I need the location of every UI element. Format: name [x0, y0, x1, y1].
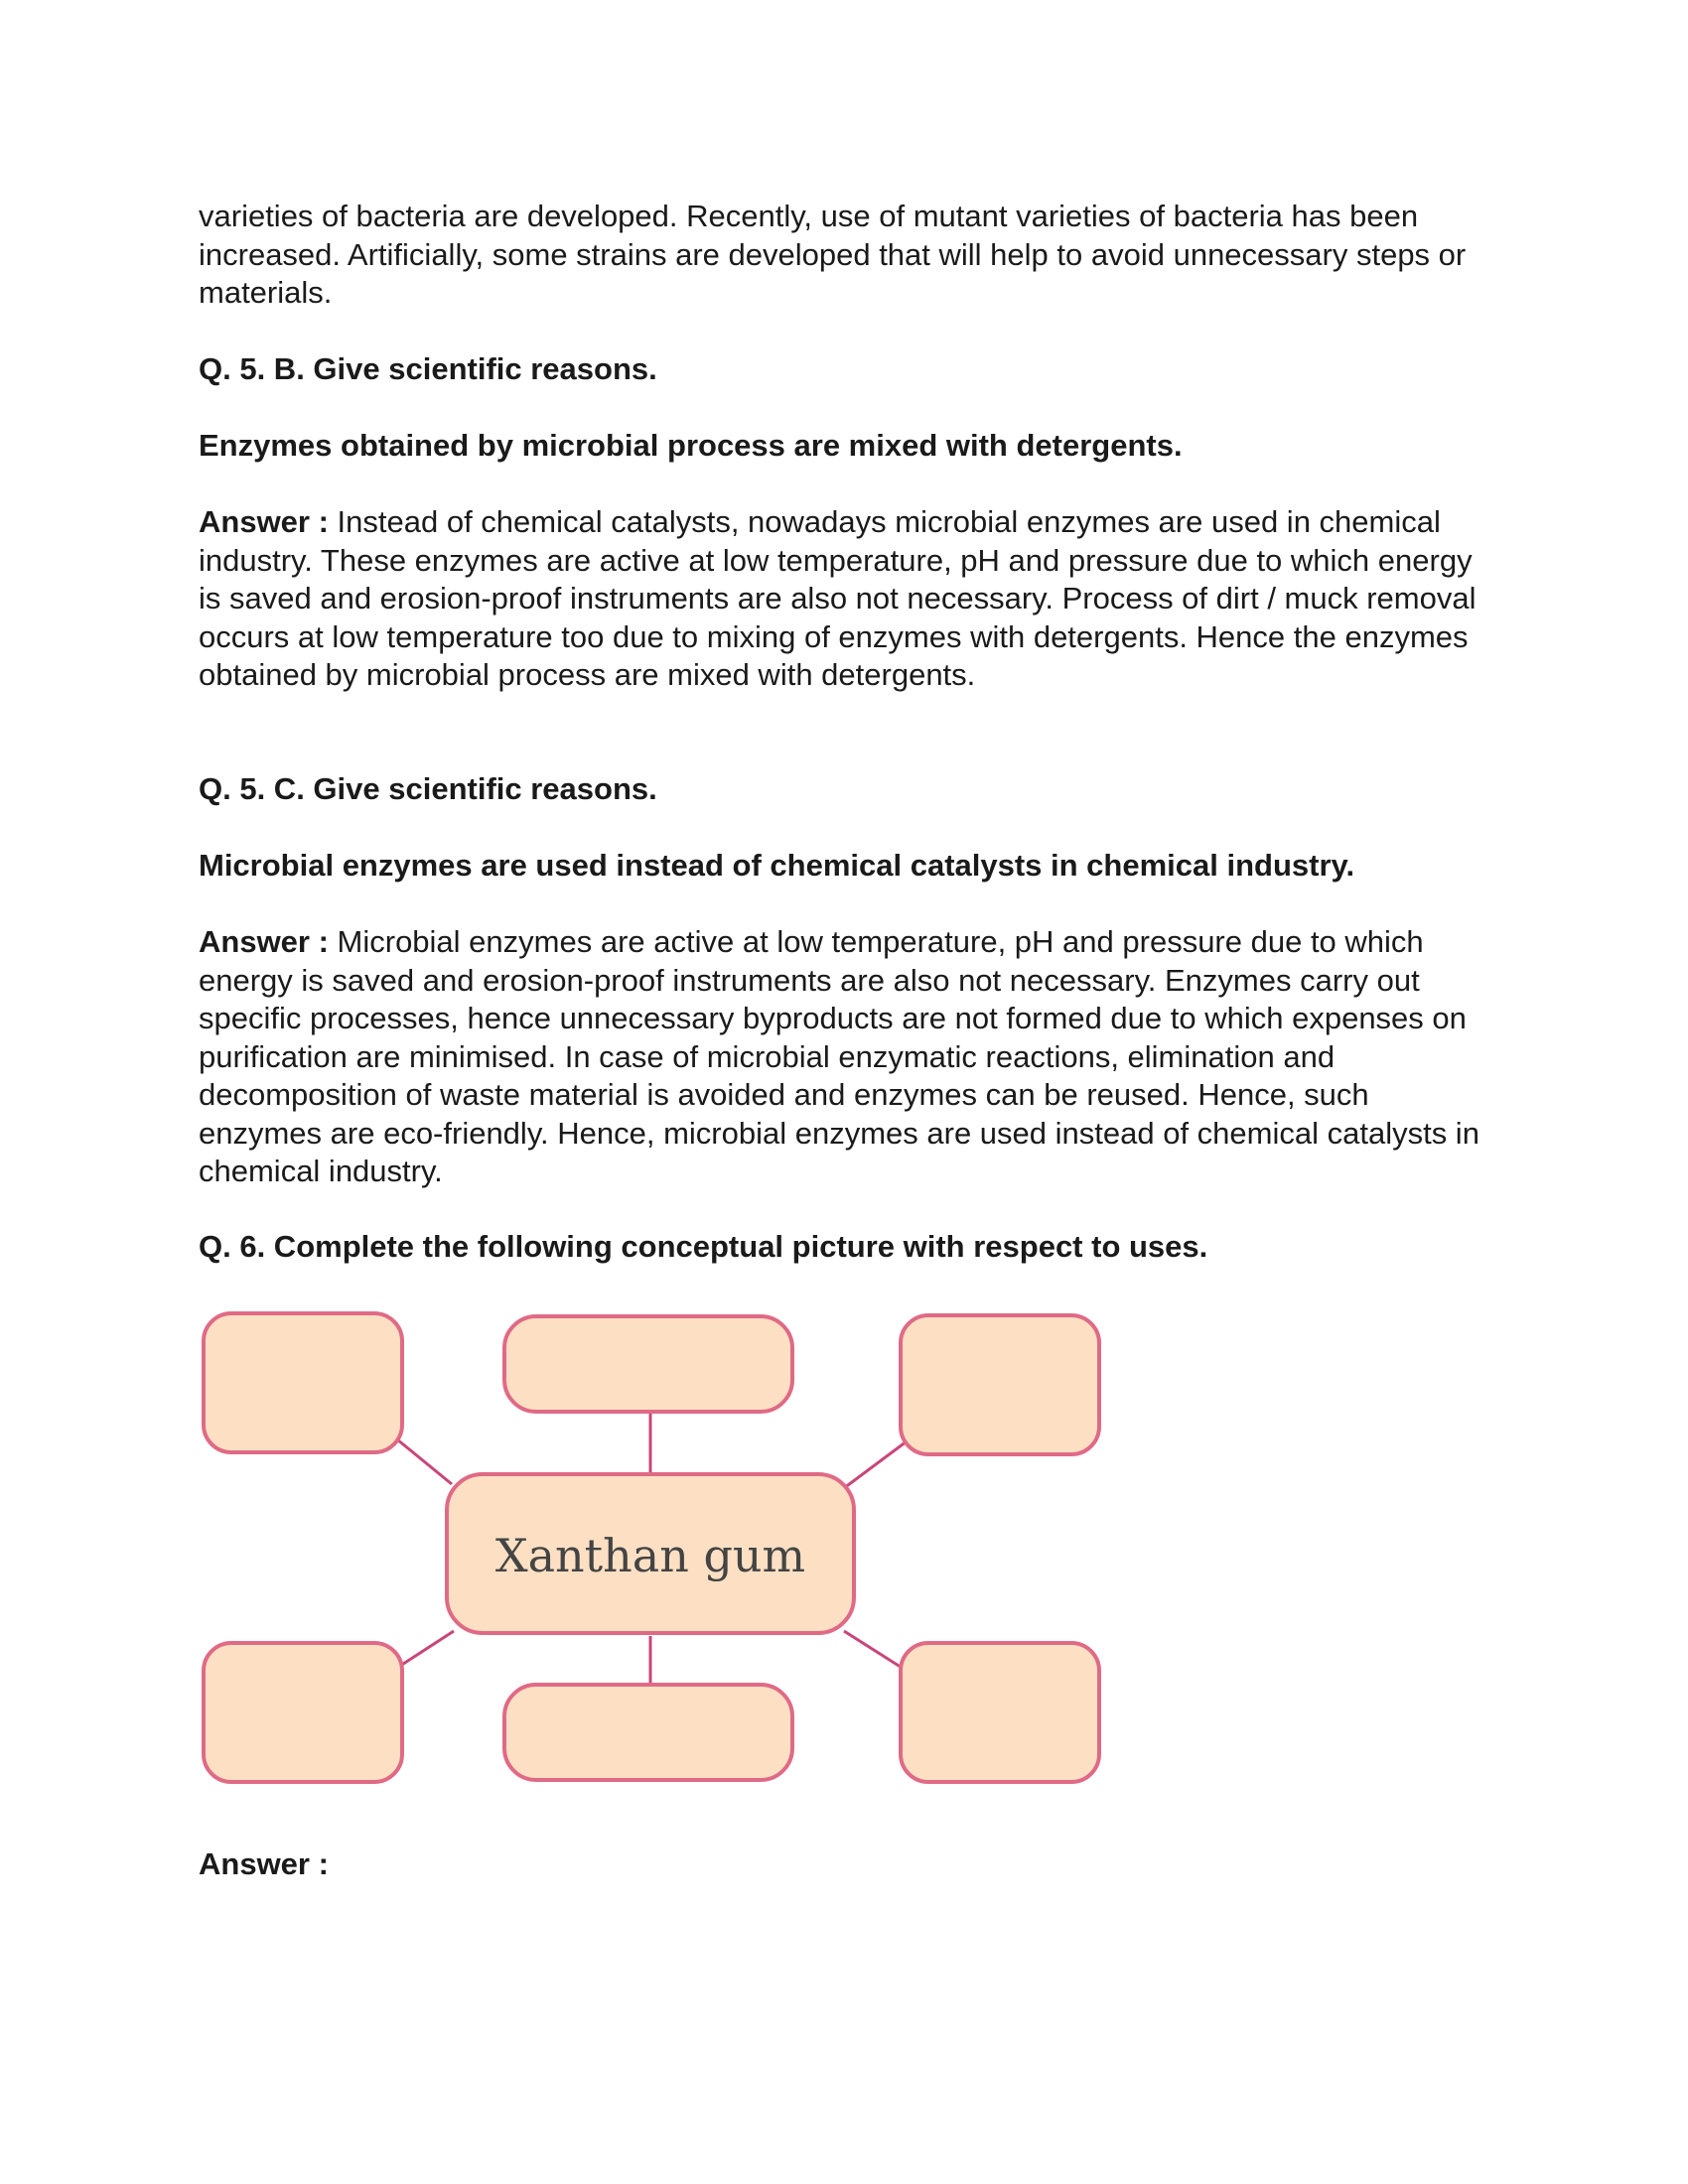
connector-top-left: [397, 1439, 452, 1484]
blank-box-top-right: [901, 1315, 1099, 1454]
q5b-answer: [199, 503, 1499, 695]
blank-box-bottom-center: [504, 1685, 792, 1780]
connector-bottom-right: [844, 1631, 907, 1671]
connector-top-right: [844, 1441, 907, 1488]
connector-bottom-left: [397, 1631, 454, 1668]
q5c-answer-label: Answer :: [199, 924, 329, 959]
continuation-paragraph: varieties of bacteria are developed. Recently, use of mutant varieties of bacteria has been increased. Artificially, some strains are developed that will help to avoid unnecessary steps or materials.: [199, 199, 1467, 310]
blank-box-top-left: [204, 1313, 402, 1452]
q5b-answer-label: Answer :: [199, 504, 329, 539]
blank-box-bottom-left: [204, 1643, 402, 1782]
q5c-question: Microbial enzymes are used instead of chemical catalysts in chemical industry.: [199, 848, 1355, 883]
q5c-answer-text: Microbial enzymes are active at low temperature, pH and pressure due to which energy is saved and erosion-proof instruments are also not necessary. Enzymes carry out specific processes, hence unnecessary byproducts are not formed due to which expenses on purification are minimised. In case of microbial enzymatic reactions, elimination and decomposition of waste material is avoided and enzymes can be reused. Hence, such enzymes are eco-friendly. Hence, microbial enzymes are used instead of chemical catalysts in chemical industry.: [199, 924, 1479, 1188]
q5b-question: Enzymes obtained by microbial process are mixed with detergents.: [199, 428, 1183, 463]
q6-answer-label: Answer :: [199, 1846, 329, 1881]
blank-box-top-center: [504, 1316, 792, 1412]
concept-map-svg: [194, 1296, 1147, 1832]
blank-box-bottom-right: [901, 1643, 1099, 1782]
center-label-xanthan-gum: Xanthan gum: [494, 1529, 806, 1582]
q5b-heading: Q. 5. B. Give scientific reasons.: [199, 351, 657, 386]
xanthan-gum-concept-diagram: [194, 1296, 1147, 1832]
q5c-answer: [199, 923, 1499, 1191]
q5c-heading: Q. 5. C. Give scientific reasons.: [199, 771, 657, 806]
q6-heading: Q. 6. Complete the following conceptual picture with respect to uses.: [199, 1229, 1208, 1264]
q5b-answer-text: Instead of chemical catalysts, nowadays microbial enzymes are used in chemical industry. These enzymes are active at low temperature, pH and pressure due to which energy is saved and erosion-proof instruments are also not necessary. Process of dirt / muck removal occurs at low temperature too due to mixing of enzymes with detergents. Hence the enzymes obtained by microbial process are mixed with detergents.: [199, 504, 1477, 692]
